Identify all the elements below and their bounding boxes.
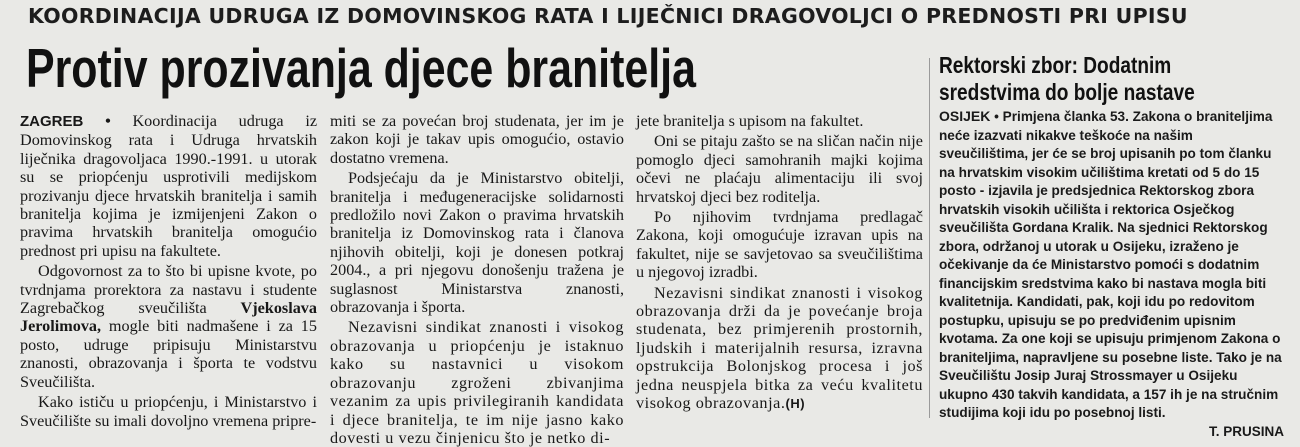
paragraph: Kako ističu u priopćenju, i Ministarstvo i Sveučilište su imali dovoljno vremena pripre- [20, 393, 317, 430]
sidebar-dateline: OSIJEK [939, 108, 991, 124]
column-divider [929, 58, 930, 418]
paragraph-text: Nezavisni sindikat znanosti i visokog obrazovanja drži da je povećanje broja studenata, bez primjerenih prostornih, ljudskih i materijalnih resursa, izravna opstrukcija Bolonjskog procesa i još jedna neuspjela bitka za veću kvalitetu visokog obrazovanja. [636, 283, 923, 413]
paragraph [636, 284, 923, 414]
paragraph-text: Odgovornost za to što bi upisne kvote, po tvrdnjama prorektora za nastavu i studente Zagrebačkog sveučilišta [20, 262, 317, 318]
sidebar-title-line: Rektorski zbor: Dodatnim [939, 52, 1172, 78]
dateline: ZAGREB [20, 113, 84, 130]
sidebar-body [939, 107, 1284, 441]
paragraph: jete branitelja s upisom na fakultet. [636, 112, 864, 130]
bullet-icon: • [994, 109, 999, 124]
paragraph: Po njihovim tvrdnjama predlagač Zakona, koji omogućuje izravan upis na fakultet, nije se savjetovao sa sveučilištima u njegovoj izradbi. [636, 208, 923, 282]
sidebar-title [939, 52, 1254, 106]
paragraph-text: Koordinacija udruga iz Domovinskog rata i Udruga hrvatskih liječnika dragovoljaca 1990.-1991. u utorak su se priopćenju usprotivili medijskom prozivanju djece hrvatskih branitelja i samih branitelja kojima je izmijenjeni Zakon o pravima hrvatskih branitelja omogućio prednost pri upisu na fakultete. [20, 112, 318, 260]
paragraph: Podsjećaju da je Ministarstvo obitelji, branitelja i međugeneracijske solidarnosti predložilo novi Zakon o pravima hrvatskih branitelja iz Domovinskog rata i članova njihovih obitelji, koji je donesen potkraj 2004., a pri njegovu donošenju tražena je suglasnost Ministarstva znanosti, obrazovanja i športa. [330, 169, 624, 317]
sidebar-signature-line [939, 423, 1284, 442]
article-kicker: KOORDINACIJA UDRUGA IZ DOMOVINSKOG RATA I LIJEČNICI DRAGOVOLJCI O PREDNOSTI PRI UPISU [28, 4, 1188, 28]
sidebar-byline: T. PRUSINA [1208, 423, 1284, 439]
paragraph-text: mogle biti nadmašene i za 15 posto, udruge pripisuju Ministarstvu znanosti, obrazovanja i športa te vodstvu Sveučilišta. [20, 317, 317, 391]
article-headline: Protiv prozivanja djece branitelja [26, 37, 696, 99]
bullet-icon: • [105, 112, 111, 130]
article-column-3 [636, 112, 923, 412]
paragraph: Nezavisni sindikat znanosti i visokog obrazovanja u priopćenju je istaknuo kako su nastavnici u visokom obrazovanju zgroženi zbivanjima vezanim za upis privilegiranih kandidata i djece branitelja, te im nije jasno kako dovesti u vezu činjenicu što je netko di- [330, 318, 624, 447]
paragraph: miti se za povećan broj studenata, jer im je zakon koji je takav upis omogućio, ostavio dostatno vremena. [330, 112, 624, 167]
person-name: Vjekoslava Jerolimova, [20, 299, 317, 336]
sidebar-text: Primjena članka 53. Zakona o braniteljima neće izazvati nikakve teškoće na našim sveučilištima, jer će se broj upisanih po tom članku na hrvatskim visokim učilištima kretati od 5 do 15 posto - izjavila je predsjednica Rektorskog zbora hrvatskih visokih učilišta i rektorica Osječkog sveučilišta Gordana Kralik. Na sjednici Rektorskog zbora, održanoj u utorak u Osijeku, izraženo je očekivanje da će Ministarstvo pomoći s dodatnim financijskim sredstvima kako bi nastava mogla biti kvalitetnija. Kandidati, pak, koji idu po redovitom postupku, upisuju se po predviđenim upisnim kvotama. Za one koji se upisuju primjenom Zakona o braniteljima, napravljene su posebne liste. Tako je na Sveučilištu Josip Juraj Strossmayer u Osijeku ukupno 430 takvih kandidata, a 157 ih je na stručnim studijima koji idu po posebnoj listi. [939, 109, 1282, 420]
paragraph: Oni se pitaju zašto se na sličan način nije pomoglo djeci samohranih majki kojima očevi ne plaćaju alimentaciju ili svoj hrvatskoj djeci bez roditelja. [636, 132, 923, 206]
paragraph [20, 262, 317, 391]
paragraph [20, 112, 317, 260]
article-column-1 [20, 112, 318, 430]
sidebar-title-line: sredstvima do bolje nastave [939, 79, 1195, 105]
article-column-2 [330, 112, 624, 447]
author-signature: (H) [785, 396, 806, 412]
